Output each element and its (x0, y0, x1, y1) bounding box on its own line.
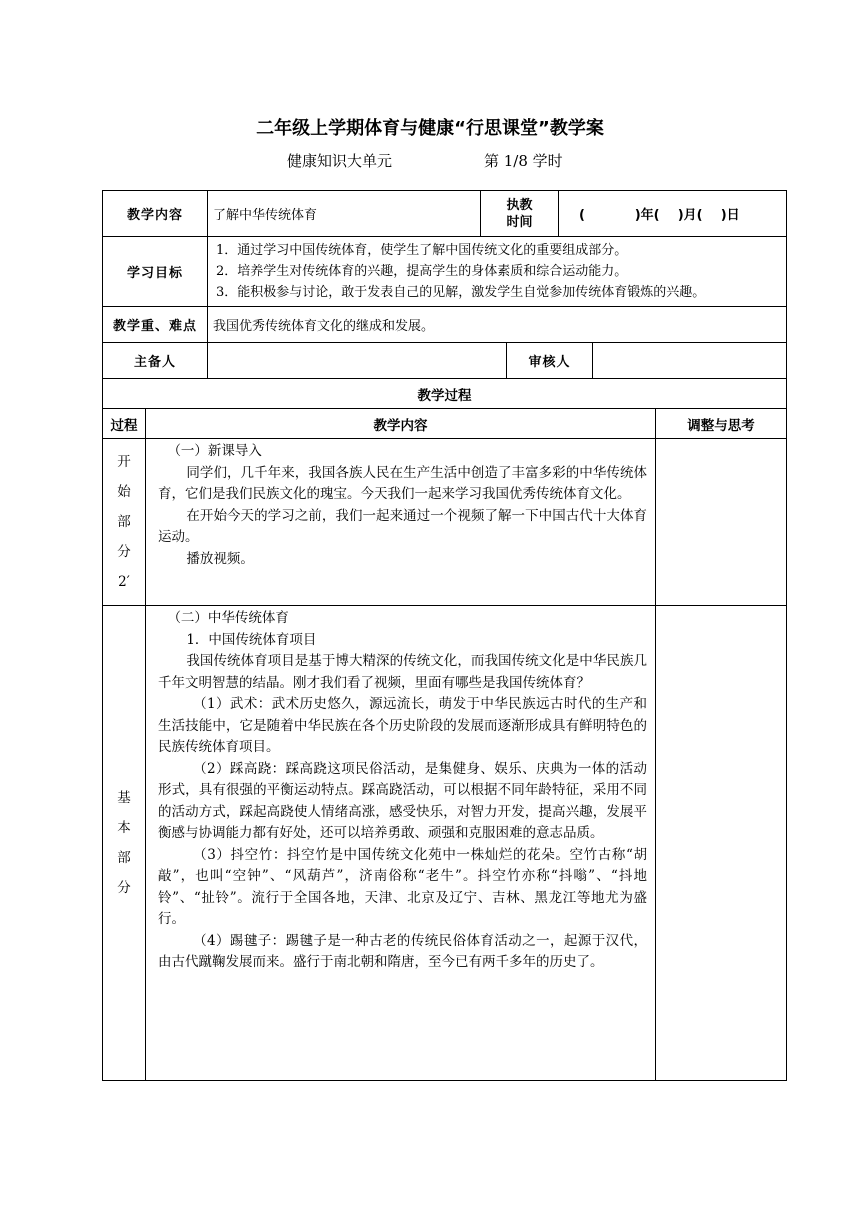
stage-char: 基 (117, 790, 131, 806)
content-value: 了解中华传统体育 (208, 191, 481, 237)
paragraph: 同学们，几千年来，我国各族人民在生产生活中创造了丰富多彩的中华传统体育，它们是我们民族文化的瑰宝。今天我们一起来学习我国优秀传统体育文化。 (158, 464, 647, 502)
stage-main-reflect (656, 606, 787, 1081)
paragraph: （1）武术：武术历史悠久，源远流长，萌发于中华民族远古时代的生产和生活技能中，它是随着中华民族在各个历史阶段的发展而逐渐形成具有鲜明特色的民族传统体育项目。 (158, 696, 647, 755)
unit-subtitle: 健康知识大单元 (287, 152, 393, 170)
stage-char: 开 (117, 454, 131, 470)
stage-char: 2′ (118, 574, 130, 590)
col-content-header: 教学内容 (146, 409, 656, 439)
preparer-label: 主备人 (103, 343, 208, 379)
key-value: 我国优秀传统体育文化的继成和发展。 (208, 307, 787, 343)
goal-list (208, 237, 787, 307)
preparer-value (208, 343, 507, 379)
teaching-process-table (102, 378, 787, 1081)
stage-opening-content (146, 439, 656, 606)
page-title: 二年级上学期体育与健康“行思课堂”教学案 (256, 118, 604, 139)
col-stage-header: 过程 (103, 409, 146, 439)
subsection-heading: 1．中国传统体育项目 (186, 631, 317, 648)
goal-item: 3．能积极参与讨论，敢于发表自己的见解，激发学生自觉参加传统体育锻炼的兴趣。 (216, 285, 706, 300)
paragraph: 我国传统体育项目是基于博大精深的传统文化，而我国传统文化是中华民族几千年文明智慧的结晶。刚才我们看了视频，里面有哪些是我国传统体育？ (158, 653, 647, 691)
reviewer-value (593, 343, 787, 379)
exec-time-value: ( )年( )月( )日 (559, 191, 787, 237)
stage-char: 部 (117, 850, 131, 866)
stage-main-content (146, 606, 656, 1081)
paragraph: （4）踢毽子：踢毽子是一种古老的传统民俗体育活动之一，起源于汉代，由古代蹴鞠发展而来。盛行于南北朝和隋唐，至今已有两千多年的历史了。 (158, 932, 647, 970)
exec-time-label (481, 191, 559, 237)
lesson-info-table (102, 190, 787, 379)
exec-time-label-2: 时间 (506, 214, 533, 230)
stage-char: 分 (117, 880, 131, 896)
goal-label: 学习目标 (103, 237, 208, 307)
stage-opening-reflect (656, 439, 787, 606)
goal-item: 2．培养学生对传统体育的兴趣，提高学生的身体素质和综合运动能力。 (216, 264, 628, 279)
paragraph: （3）抖空竹：抖空竹是中国传统文化苑中一株灿烂的花朵。空竹古称“胡敲”，也叫“空钟”、“风葫芦”，济南俗称“老牛”。抖空竹亦称“抖嗡”、“抖地铃”、“扯铃”。流行于全国各地，天津、北京及辽宁、吉林、黑龙江等地尤为盛行。 (158, 846, 647, 927)
paragraph: （2）踩高跷：踩高跷这项民俗活动，是集健身、娱乐、庆典为一体的活动形式，具有很强的平衡运动特点。踩高跷活动，可以根据不同年龄特征，采用不同的活动方式，踩起高跷使人情绪高涨，感受快乐，对智力开发，提高兴趣，发展平衡感与协调能力都有好处，还可以培养勇敢、顽强和克服困难的意志品质。 (158, 760, 647, 841)
period-subtitle: 第 1/8 学时 (484, 152, 563, 170)
section-heading: （二）中华传统体育 (167, 610, 289, 626)
goal-item: 1．通过学习中国传统体育，使学生了解中国传统文化的重要组成部分。 (216, 243, 628, 258)
stage-char: 分 (117, 544, 131, 560)
stage-main (103, 606, 146, 1081)
key-label: 教学重、难点 (103, 307, 208, 343)
stage-char: 部 (117, 514, 131, 530)
stage-char: 本 (117, 820, 131, 836)
exec-time-label-1: 执教 (506, 197, 533, 213)
paragraph: 播放视频。 (186, 550, 254, 567)
stage-opening (103, 439, 146, 606)
col-reflect-header: 调整与思考 (656, 409, 787, 439)
section-heading: （一）新课导入 (167, 443, 262, 459)
reviewer-label: 审核人 (507, 343, 593, 379)
process-title: 教学过程 (103, 379, 787, 409)
content-label: 教学内容 (103, 191, 208, 237)
paragraph: 在开始今天的学习之前，我们一起来通过一个视频了解一下中国古代十大体育运动。 (158, 507, 647, 545)
stage-char: 始 (117, 484, 131, 500)
